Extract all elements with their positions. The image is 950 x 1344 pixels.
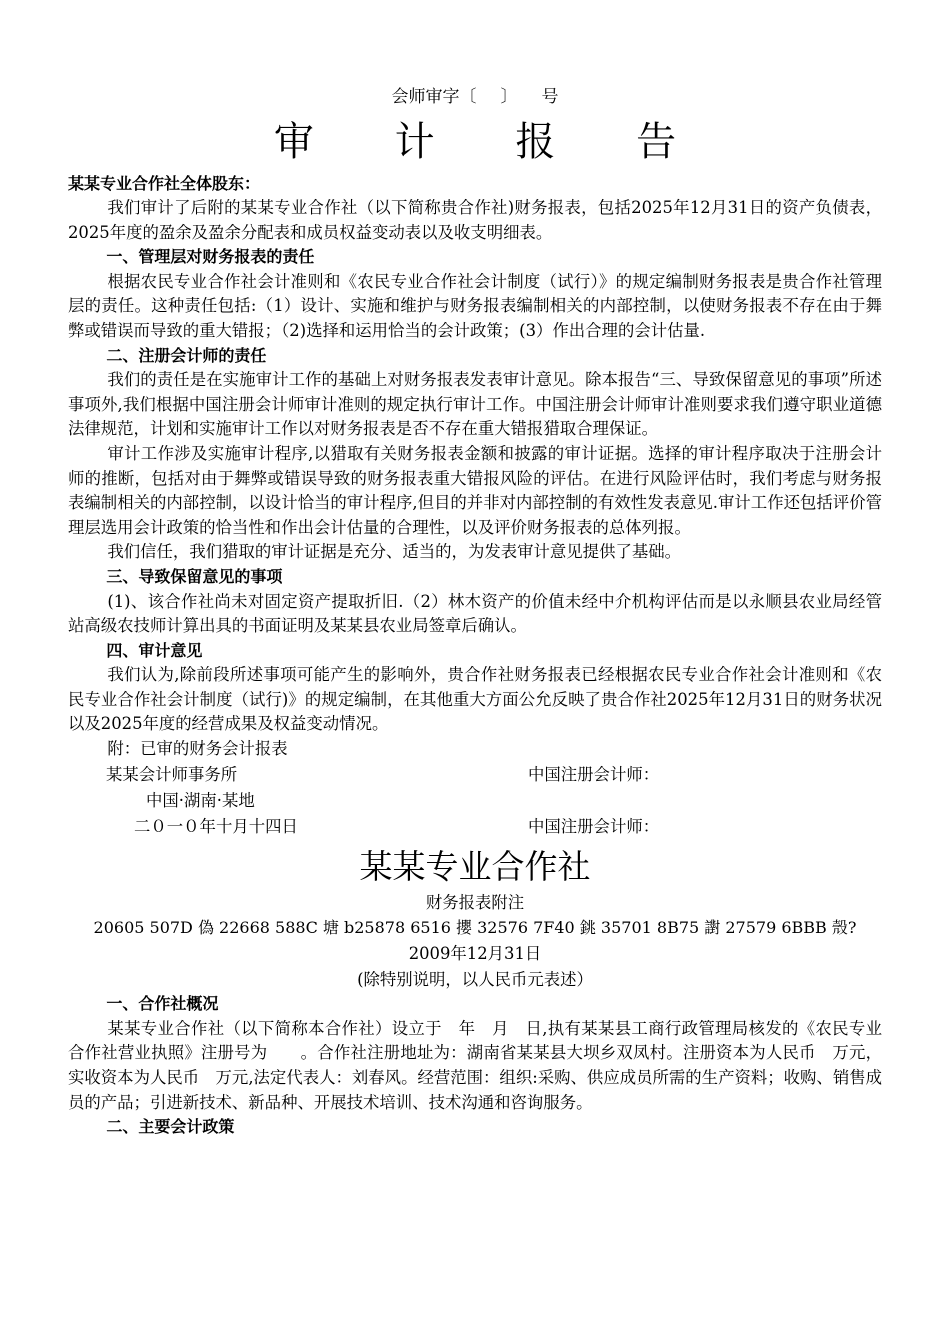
attachment-note: 附：已审的财务会计报表: [107, 739, 288, 759]
paragraph-qualification: (1)、该合作社尚未对固定资产提取折旧.（2）林木资产的价值未经中介机构评估而是以永顺县农业局经管站高级农技师计算出具的书面证明及某某县农业局签章后确认。: [68, 591, 882, 636]
cpa-label-2: 中国注册会计师：: [528, 816, 660, 836]
cpa-label-1: 中国注册会计师：: [528, 764, 660, 784]
company-title: 某某专业合作社: [359, 846, 591, 886]
document-number: [68, 84, 882, 110]
report-title: 审 计 报 告: [273, 119, 711, 165]
doc-number-prefix: 会师审字〔: [391, 87, 477, 107]
paragraph-auditor-responsibility-3: 我们信任，我们猎取的审计证据是充分、适当的，为发表审计意见提供了基础。: [107, 542, 682, 562]
firm-location: 中国·湖南·某地: [146, 790, 255, 810]
doc-number-suffix: 号: [541, 87, 559, 107]
document-page: [68, 84, 882, 1140]
addressee: 某某专业合作社全体股东：: [68, 174, 261, 193]
section-heading-auditor: 二、注册会计师的责任: [106, 345, 267, 365]
garbled-text-line: 20605 507D 偽 22668 588C 塘 b25878 6516 攖 32576 7F40 銚 35701 8B75 譵 27579 6BBB 殼?: [93, 918, 857, 938]
doc-number-close: 〕: [500, 87, 518, 107]
section-heading-management: 一、管理层对财务报表的责任: [106, 247, 315, 267]
paragraph-company-overview: 某某专业合作社（以下简称本合作社）设立于 年 月 日,执有某某县工商行政管理局核发的《农民专业合作社营业执照》注册号为 。合作社注册地址为：湖南省某某县大坝乡双凤村。注册资本为人民币 万元，实收资本为人民币 万元,法定代表人：刘春风。经营范围：组织:采购、供应成员所需的生产资料；收购、销售成员的产品；引进新技术、新品种、开展技术培训、技术沟通和咨询服务。: [68, 1018, 882, 1112]
signature-row-2: [68, 788, 882, 814]
notes-heading-policies: 二、主要会计政策: [106, 1117, 235, 1137]
paragraph-auditor-responsibility-2: 审计工作涉及实施审计程序,以猎取有关财务报表金额和披露的审计证据。选择的审计程序取决于注册会计师的推断，包括对由于舞弊或错误导致的财务报表重大错报风险的评估。在进行风险评估时，我们考虑与财务报表编制相关的内部控制，以设计恰当的审计程序,但目的并非对内部控制的有效性发表意见.审计工作还包括评价管理层选用会计政策的恰当性和作出会计估量的合理性，以及评价财务报表的总体列报。: [68, 443, 882, 537]
paragraph-opinion: 我们认为,除前段所述事项可能产生的影响外，贵合作社财务报表已经根据农民专业合作社会计准则和《农民专业合作社会计制度（试行)》的规定编制，在其他重大方面公允反映了贵合作社2025年12月31日的财务状况以及2025年度的经营成果及权益变动情况。: [68, 665, 882, 734]
notes-date: 2009年12月31日: [408, 944, 542, 964]
notes-heading-overview: 一、合作社概况: [106, 994, 219, 1014]
paragraph-management-responsibility: 根据农民专业合作社会计准则和《农民专业合作社会计制度（试行）》的规定编制财务报表是贵合作社管理层的责任。这种责任包括:（1）设计、实施和维护与财务报表编制相关的内部控制，以使财务报表不存在由于舞弊或错误而导致的重大错报；（2)选择和运用恰当的会计政策；(3）作出合理的会计估量.: [68, 271, 882, 340]
signature-row-1: [68, 762, 882, 788]
paragraph-auditor-responsibility-1: 我们的责任是在实施审计工作的基础上对财务报表发表审计意见。除本报告“三、导致保留意见的事项”所述事项外,我们根据中国注册会计师审计准则的规定执行审计工作。中国注册会计师审计准则要求我们遵守职业道德法律规范，计划和实施审计工作以对财务报表是否不存在重大错报猎取合理保证。: [68, 370, 882, 439]
signature-row-3: [68, 814, 882, 840]
firm-name: 某某会计师事务所: [106, 764, 238, 784]
section-heading-qualification: 三、导致保留意见的事项: [106, 566, 283, 586]
report-date: 二０一０年十月十四日: [134, 816, 298, 836]
currency-note: (除特别说明，以人民币元表述）: [357, 969, 593, 989]
notes-subtitle: 财务报表附注: [425, 892, 525, 912]
section-heading-opinion: 四、审计意见: [106, 640, 203, 660]
intro-paragraph: 我们审计了后附的某某专业合作社（以下简称贵合作社)财务报表，包括2025年12月31日的资产负债表，2025年度的盈余及盈余分配表和成员权益变动表以及收支明细表。: [68, 198, 882, 242]
